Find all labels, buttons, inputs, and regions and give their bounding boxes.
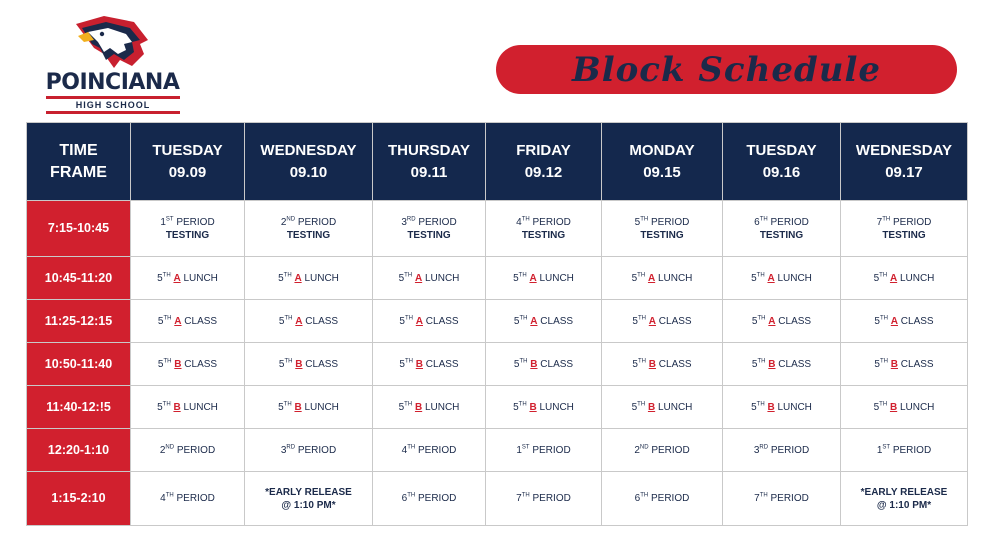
schedule-cell: 1ST PERIOD <box>486 429 602 472</box>
schedule-cell: 5TH A LUNCH <box>602 257 723 300</box>
schedule-cell: 5TH A LUNCH <box>245 257 373 300</box>
schedule-cell: 5TH A LUNCH <box>131 257 245 300</box>
schedule-cell: 5TH A CLASS <box>486 300 602 343</box>
table-row <box>27 386 968 429</box>
early-release-note: *EARLY RELEASE @ 1:10 PM* <box>841 472 968 526</box>
schedule-cell: 5TH B LUNCH <box>723 386 841 429</box>
schedule-cell: 5TH B CLASS <box>602 343 723 386</box>
schedule-cell: 3RD PERIOD TESTING <box>373 201 486 257</box>
table-row <box>27 343 968 386</box>
schedule-cell: 4TH PERIOD TESTING <box>486 201 602 257</box>
schedule-cell: 5TH B CLASS <box>131 343 245 386</box>
day-header: WEDNESDAY 09.17 <box>841 123 968 201</box>
time-cell: 11:40-12:!5 <box>27 386 131 429</box>
schedule-cell: 5TH A CLASS <box>131 300 245 343</box>
schedule-cell: 5TH A CLASS <box>841 300 968 343</box>
day-header: FRIDAY 09.12 <box>486 123 602 201</box>
day-header: THURSDAY 09.11 <box>373 123 486 201</box>
schedule-cell: 2ND PERIOD TESTING <box>245 201 373 257</box>
table-row <box>27 429 968 472</box>
schedule-cell: 5TH A CLASS <box>723 300 841 343</box>
schedule-cell: 5TH B CLASS <box>841 343 968 386</box>
schedule-table <box>26 122 968 526</box>
schedule-cell: 6TH PERIOD <box>373 472 486 526</box>
schedule-cell: 5TH B LUNCH <box>131 386 245 429</box>
schedule-cell: 5TH A CLASS <box>602 300 723 343</box>
schedule-cell: 1ST PERIOD <box>841 429 968 472</box>
title-banner <box>496 45 957 94</box>
schedule-cell: 5TH A LUNCH <box>841 257 968 300</box>
day-header: WEDNESDAY 09.10 <box>245 123 373 201</box>
schedule-cell: 5TH A CLASS <box>245 300 373 343</box>
table-row <box>27 201 968 257</box>
schedule-cell: 5TH A LUNCH <box>486 257 602 300</box>
schedule-cell: 7TH PERIOD <box>486 472 602 526</box>
schedule-cell: 5TH A LUNCH <box>373 257 486 300</box>
school-subtitle: HIGH SCHOOL <box>75 100 151 110</box>
schedule-cell: 1ST PERIOD TESTING <box>131 201 245 257</box>
schedule-cell: 7TH PERIOD TESTING <box>841 201 968 257</box>
logo-stripe-top <box>46 96 180 99</box>
early-release-note: *EARLY RELEASE @ 1:10 PM* <box>245 472 373 526</box>
schedule-cell: 6TH PERIOD TESTING <box>723 201 841 257</box>
time-cell: 12:20-1:10 <box>27 429 131 472</box>
schedule-cell: 5TH A CLASS <box>373 300 486 343</box>
table-row <box>27 257 968 300</box>
school-logo <box>40 14 185 112</box>
schedule-cell: 6TH PERIOD <box>602 472 723 526</box>
time-cell: 7:15-10:45 <box>27 201 131 257</box>
schedule-cell: 3RD PERIOD <box>723 429 841 472</box>
schedule-cell: 5TH A LUNCH <box>723 257 841 300</box>
schedule-cell: 3RD PERIOD <box>245 429 373 472</box>
schedule-cell: 4TH PERIOD <box>373 429 486 472</box>
schedule-cell: 5TH B LUNCH <box>245 386 373 429</box>
time-cell: 11:25-12:15 <box>27 300 131 343</box>
time-frame-header: TIME FRAME <box>27 123 131 201</box>
schedule-cell: 5TH B LUNCH <box>602 386 723 429</box>
day-header: TUESDAY 09.16 <box>723 123 841 201</box>
schedule-cell: 5TH B LUNCH <box>841 386 968 429</box>
schedule-cell: 5TH PERIOD TESTING <box>602 201 723 257</box>
eagle-icon <box>74 14 150 70</box>
schedule-cell: 2ND PERIOD <box>131 429 245 472</box>
time-cell: 1:15-2:10 <box>27 472 131 526</box>
time-cell: 10:45-11:20 <box>27 257 131 300</box>
schedule-cell: 4TH PERIOD <box>131 472 245 526</box>
table-row <box>27 472 968 526</box>
page-title: Block Schedule <box>571 49 882 90</box>
schedule-cell: 2ND PERIOD <box>602 429 723 472</box>
school-name: POINCIANA <box>45 70 180 95</box>
table-row <box>27 300 968 343</box>
header-row <box>27 123 968 201</box>
schedule-cell: 5TH B CLASS <box>373 343 486 386</box>
schedule-cell: 5TH B LUNCH <box>373 386 486 429</box>
logo-stripe-bottom <box>46 111 180 114</box>
schedule-cell: 7TH PERIOD <box>723 472 841 526</box>
day-header: TUESDAY 09.09 <box>131 123 245 201</box>
schedule-cell: 5TH B CLASS <box>245 343 373 386</box>
schedule-cell: 5TH B CLASS <box>486 343 602 386</box>
schedule-cell: 5TH B LUNCH <box>486 386 602 429</box>
time-cell: 10:50-11:40 <box>27 343 131 386</box>
day-header: MONDAY 09.15 <box>602 123 723 201</box>
schedule-cell: 5TH B CLASS <box>723 343 841 386</box>
